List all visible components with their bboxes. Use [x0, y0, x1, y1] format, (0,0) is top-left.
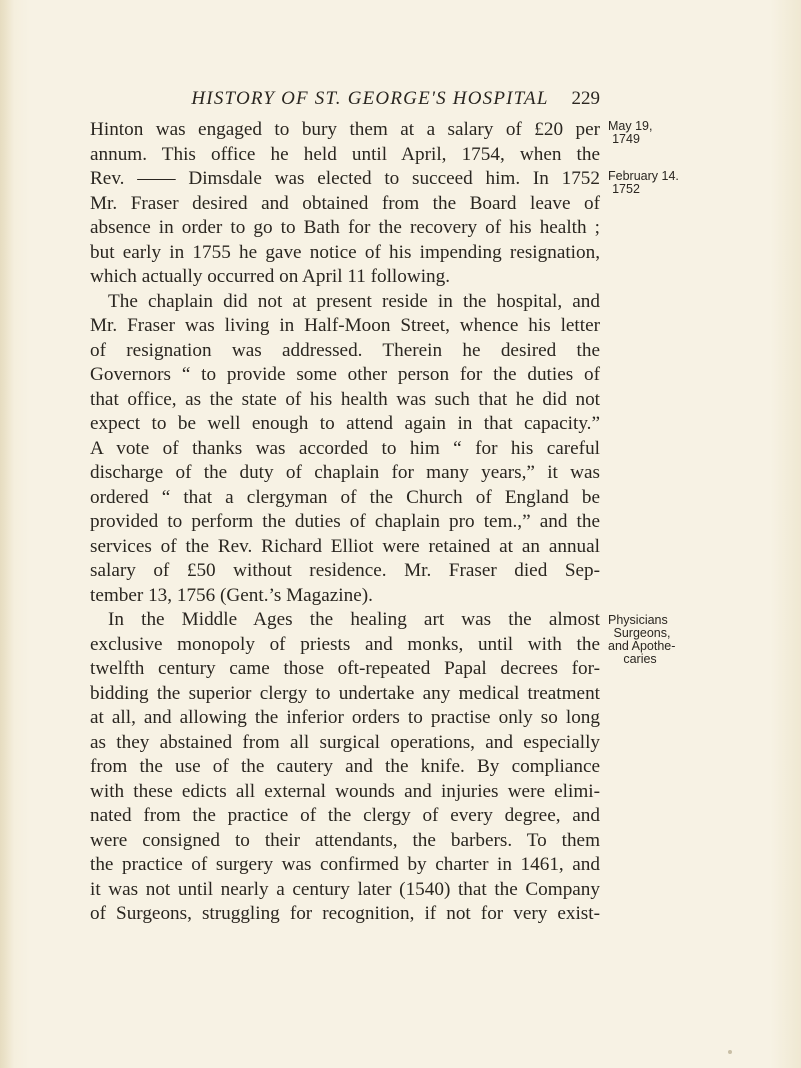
text-line: absence in order to go to Bath for the recovery of his health ; — [90, 217, 600, 238]
text-line: Mr. Fraser desired and obtained from the Board leave of — [90, 192, 600, 214]
text-line: but early in 1755 he gave notice of his impending resignation, — [90, 241, 600, 263]
margin-note-line: May 19, — [608, 119, 653, 133]
text-line: exclusive monopoly of priests and monks, until with the — [90, 633, 600, 655]
text-line: discharge of the duty of chaplain for many years,” it was — [90, 462, 600, 483]
margin-note-line: and Apothe- — [608, 639, 676, 653]
margin-note-line: caries — [623, 652, 657, 666]
text-line: twelfth century came those oft-repeated Papal decrees for- — [90, 658, 600, 679]
text-line: ordered “ that a clergyman of the Church of England be — [90, 486, 600, 508]
text-line: expect to be well enough to attend again in that capacity.” — [90, 413, 600, 434]
margin-note-line: Physicians — [608, 613, 668, 627]
text-line: that office, as the state of his health was such that he did not — [90, 388, 600, 410]
text-line: of resignation was addressed. Therein he desired the — [90, 339, 600, 361]
text-line: provided to perform the duties of chaplain pro tem.,” and the — [90, 511, 600, 532]
text-line: salary of £50 without residence. Mr. Fraser died Sep- — [90, 560, 600, 581]
text-line: tember 13, 1756 (Gent.’s Magazine). — [90, 584, 373, 606]
text-line: of Surgeons, struggling for recognition, if not for very exist- — [90, 903, 600, 924]
text-line: services of the Rev. Richard Elliot were retained at an annual — [90, 535, 600, 557]
text-line: bidding the superior clergy to undertake any medical treatment — [90, 682, 600, 704]
text-line: In the Middle Ages the healing art was the almost — [108, 609, 600, 630]
margin-note-may-1749 — [608, 120, 718, 146]
margin-note-line: February 14. — [608, 169, 679, 183]
text-line: were consigned to their attendants, the barbers. To them — [90, 829, 600, 851]
text-line: with these edicts all external wounds and injuries were elimi- — [90, 780, 600, 802]
text-line: Governors “ to provide some other person for the duties of — [90, 364, 600, 385]
text-line: nated from the practice of the clergy of every degree, and — [90, 805, 600, 826]
spine-shadow — [0, 0, 14, 1068]
text-line: as they abstained from all surgical operations, and especially — [90, 731, 600, 753]
text-line: it was not until nearly a century later (1540) that the Company — [90, 878, 600, 900]
page-number: 229 — [571, 88, 600, 109]
text-line: which actually occurred on April 11 following. — [90, 266, 451, 287]
text-line: annum. This office he held until April, 1754, when the — [90, 143, 600, 165]
margin-note-physicians — [608, 614, 718, 666]
margin-note-february-1752 — [608, 170, 718, 196]
text-line: A vote of thanks was accorded to him “ for his careful — [90, 437, 600, 459]
text-line: Rev. —— Dimsdale was elected to succeed him. In 1752 — [90, 168, 600, 189]
margin-note-line: Surgeons, — [613, 626, 671, 640]
text-line: from the use of the cautery and the knife. By compliance — [90, 756, 600, 777]
text-line: The chaplain did not at present reside in the hospital, and — [108, 290, 600, 312]
margin-note-line: 1749 — [612, 132, 640, 146]
text-line: Mr. Fraser was living in Half-Moon Street, whence his letter — [90, 315, 600, 336]
body-text — [90, 118, 600, 927]
text-line: the practice of surgery was confirmed by charter in 1461, and — [90, 854, 600, 875]
running-head: HISTORY OF ST. GEORGE'S HOSPITAL — [191, 88, 549, 109]
text-line: Hinton was engaged to bury them at a salary of £20 per — [90, 119, 600, 140]
margin-note-line: 1752 — [612, 182, 640, 196]
paper-speck — [728, 1050, 732, 1054]
text-line: at all, and allowing the inferior orders to practise only so long — [90, 707, 600, 728]
